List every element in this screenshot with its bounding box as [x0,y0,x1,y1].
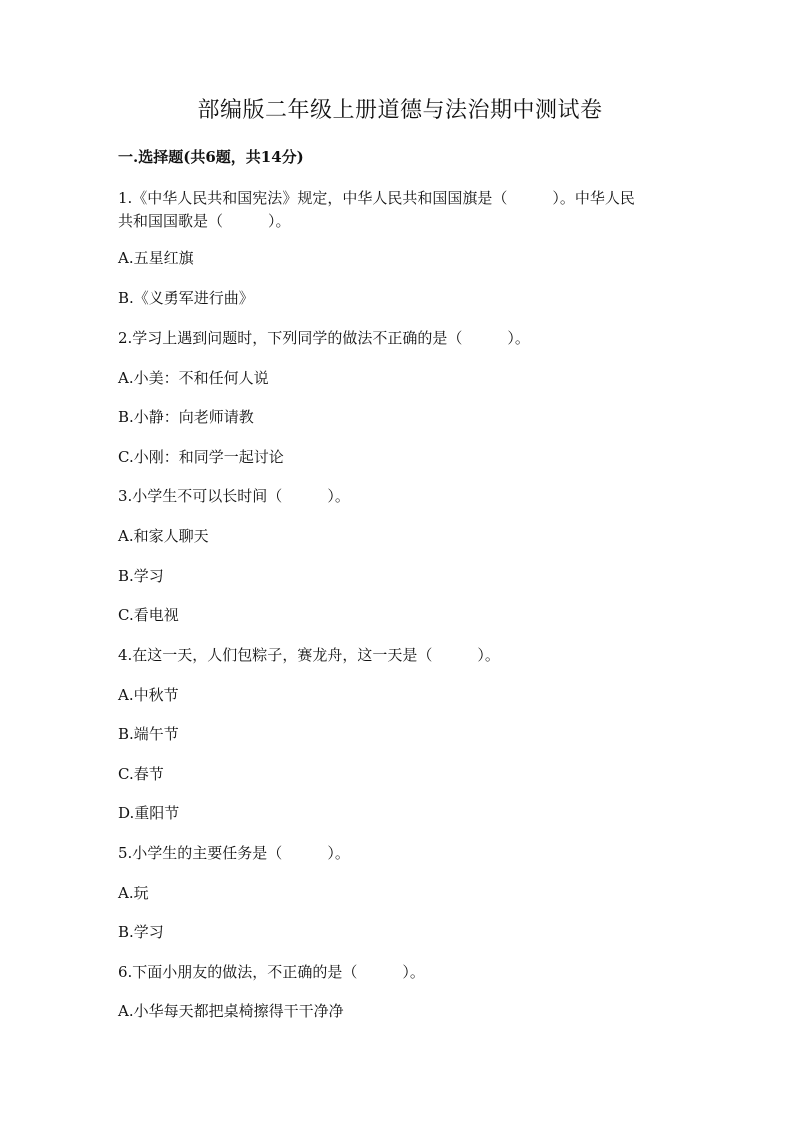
question-2-option-b: B.小静：向老师请教 [118,408,254,426]
question-5-option-b: B.学习 [118,923,164,941]
question-2-stem: 2.学习上遇到问题时，下列同学的做法不正确的是（ ）。 [118,329,530,347]
question-6-stem: 6.下面小朋友的做法，不正确的是（ ）。 [118,963,425,981]
page-title: 部编版二年级上册道德与法治期中测试卷 [197,98,603,123]
question-4-option-b: B.端午节 [118,725,179,743]
question-4-option-c: C.春节 [118,765,164,783]
section-heading: 一.选择题(共6题，共14分) [118,148,304,166]
question-4-stem: 4.在这一天，人们包粽子，赛龙舟，这一天是（ ）。 [118,646,500,664]
question-1-option-a: A.五星红旗 [118,249,194,267]
question-3-stem: 3.小学生不可以长时间（ ）。 [118,487,350,505]
question-3-option-c: C.看电视 [118,606,179,624]
question-6-option-a: A.小华每天都把桌椅擦得干干净净 [118,1002,344,1020]
question-3-option-a: A.和家人聊天 [118,527,209,545]
question-2-option-a: A.小美：不和任何人说 [118,369,269,387]
question-1-stem-line-2: 共和国国歌是（ ）。 [118,212,291,230]
question-4-option-d: D.重阳节 [118,804,180,822]
question-1-option-b: B.《义勇军进行曲》 [118,289,254,307]
question-1-stem-line-1: 1.《中华人民共和国宪法》规定，中华人民共和国国旗是（ ）。中华人民 [118,189,635,207]
question-5-stem: 5.小学生的主要任务是（ ）。 [118,844,350,862]
question-4-option-a: A.中秋节 [118,686,179,704]
question-5-option-a: A.玩 [118,884,149,902]
question-2-option-c: C.小刚：和同学一起讨论 [118,448,284,466]
question-3-option-b: B.学习 [118,567,164,585]
